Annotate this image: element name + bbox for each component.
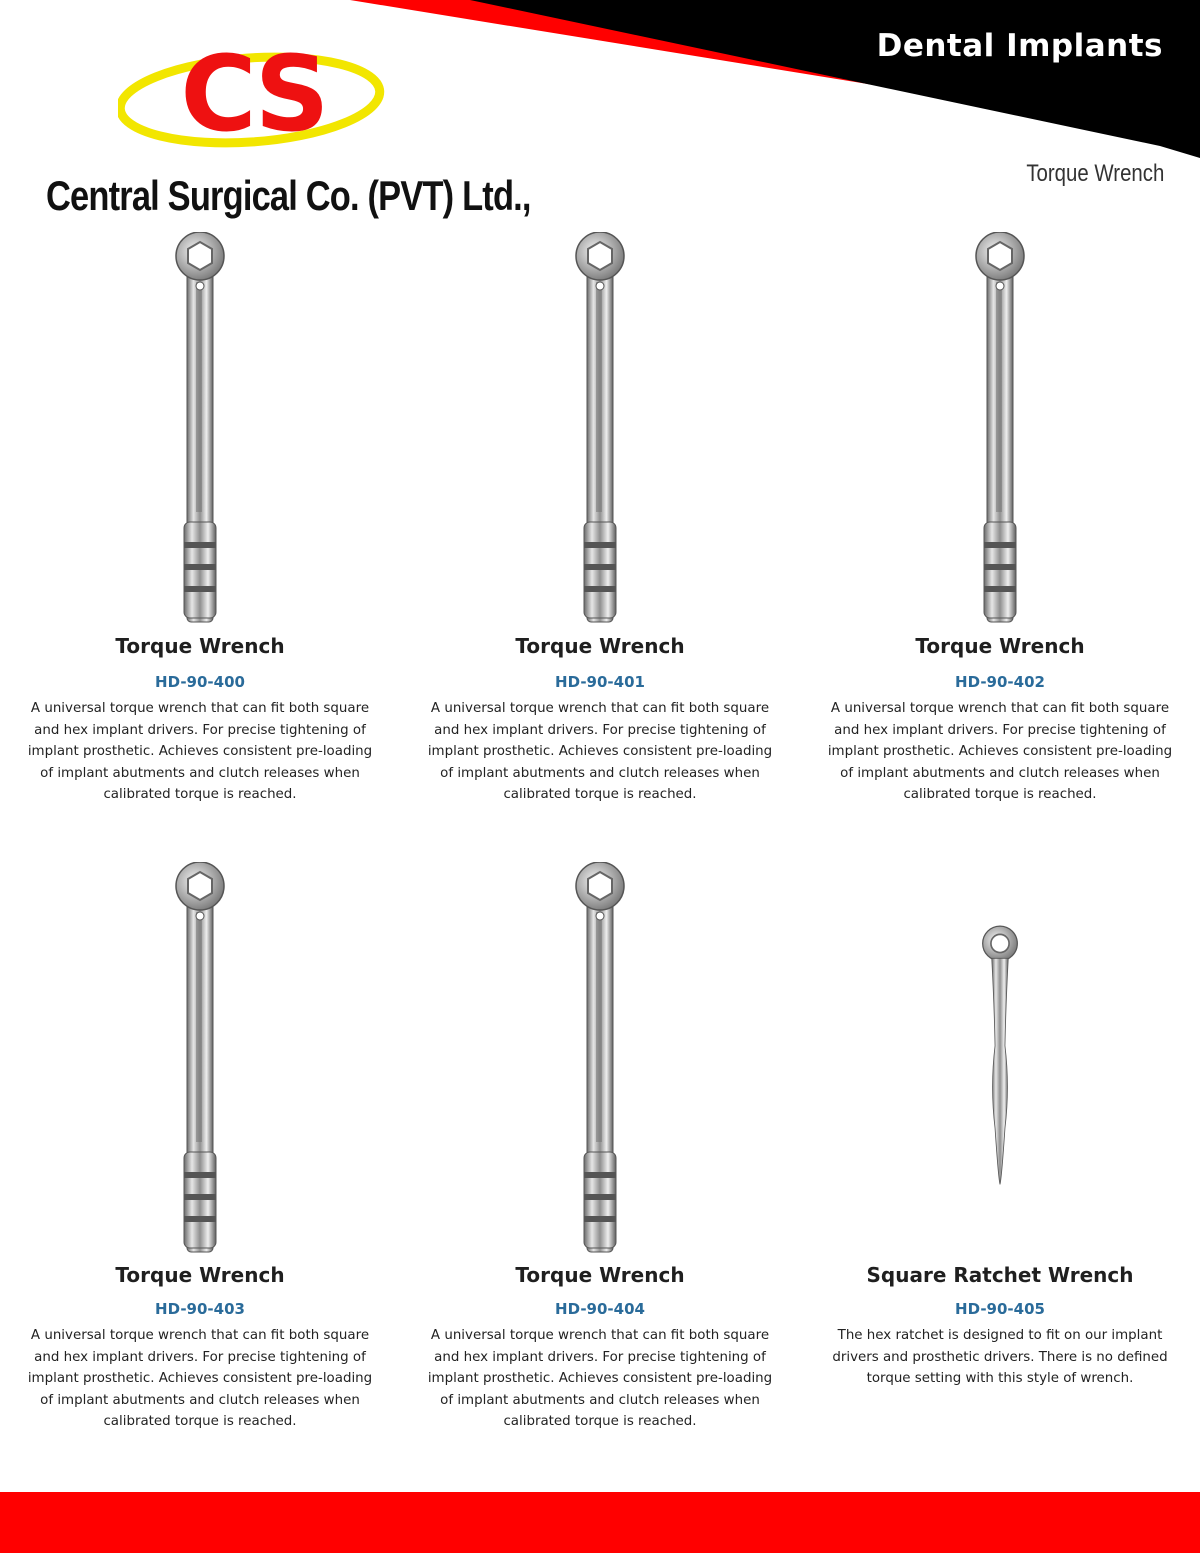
torque-wrench-icon [160,862,240,1262]
torque-wrench-icon [560,862,640,1262]
torque-wrench-icon [160,232,240,632]
product-card [0,856,400,1485]
footer-bar [0,1492,1200,1553]
company-logo [118,38,388,158]
product-description: A universal torque wrench that can fit both square and hex implant drivers. For precise tightening of implant prosthetic. Achieves consistent pre-loading of implant abutments and clutch releases when calibrated torque is reached. [427,1328,773,1429]
product-card [0,230,400,856]
product-title: Torque Wrench [515,1263,685,1287]
product-card [400,230,800,856]
product-card [800,230,1200,856]
product-description: A universal torque wrench that can fit both square and hex implant drivers. For precise tightening of implant prosthetic. Achieves consistent pre-loading of implant abutments and clutch releases when calibrated torque is reached. [827,701,1173,802]
product-title: Torque Wrench [915,634,1085,658]
product-code: HD-90-405 [955,1300,1045,1318]
product-description: A universal torque wrench that can fit both square and hex implant drivers. For precise tightening of implant prosthetic. Achieves consistent pre-loading of implant abutments and clutch releases when calibrated torque is reached. [27,1328,373,1429]
product-title: Square Ratchet Wrench [866,1263,1134,1287]
product-card [400,856,800,1485]
product-code: HD-90-404 [555,1300,645,1318]
product-card [800,856,1200,1485]
torque-wrench-icon [960,232,1040,632]
product-code: HD-90-403 [155,1300,245,1318]
logo-letters: CS [180,38,326,155]
products-grid [0,230,1200,1485]
product-description: A universal torque wrench that can fit both square and hex implant drivers. For precise tightening of implant prosthetic. Achieves consistent pre-loading of implant abutments and clutch releases when calibrated torque is reached. [27,701,373,802]
product-title: Torque Wrench [115,634,285,658]
product-code: HD-90-401 [555,673,645,691]
product-title: Torque Wrench [115,1263,285,1287]
product-code: HD-90-402 [955,673,1045,691]
product-code: HD-90-400 [155,673,245,691]
company-name: Central Surgical Co. (PVT) Ltd., [46,172,531,219]
product-description: A universal torque wrench that can fit both square and hex implant drivers. For precise tightening of implant prosthetic. Achieves consistent pre-loading of implant abutments and clutch releases when calibrated torque is reached. [427,701,773,802]
header-title: Dental Implants [876,28,1163,64]
ratchet-wrench-icon [960,922,1040,1252]
torque-wrench-icon [560,232,640,632]
page-subtitle: Torque Wrench [1026,160,1164,187]
product-title: Torque Wrench [515,634,685,658]
product-description: The hex ratchet is designed to fit on our implant drivers and prosthetic drivers. There is no defined torque setting with this style of wrench. [832,1328,1168,1386]
